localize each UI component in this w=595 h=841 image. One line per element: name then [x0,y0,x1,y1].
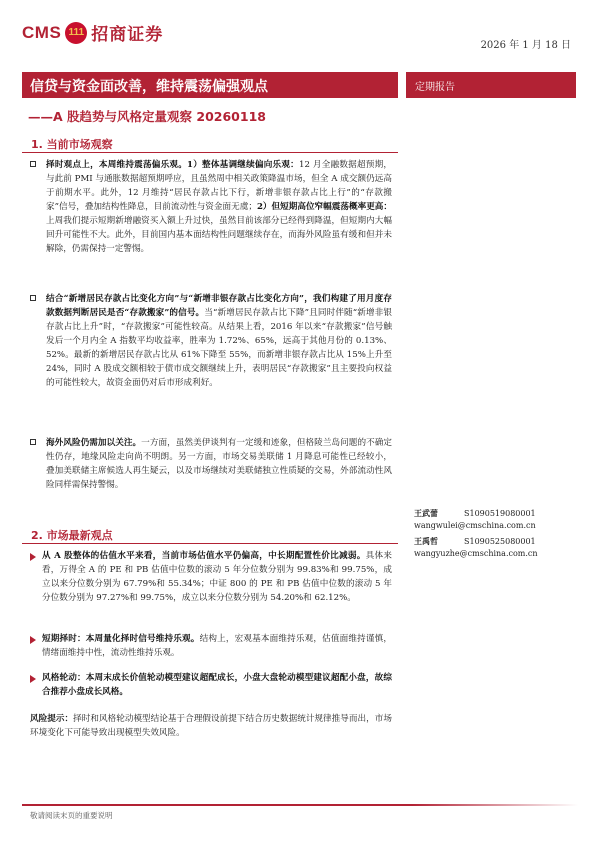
analyst-email[interactable]: wangwulei@cmschina.com.cn [414,521,536,530]
bullet-lead: 海外风险仍需加以关注。 [46,438,142,448]
bullet-lead: 结合“新增居民存款占比变化方向”与“新增非银存款占比变化方向”，我们构建了用月度存款数据判断居民是否“存款搬家”的信号。 [46,294,392,318]
report-date: 2026 年 1 月 18 日 [480,40,571,51]
bullet-body: 具体来看，万得全 A 的 PE 和 PB 估值中位数的滚动 5 年分位数分别为 99.83%和 99.75%，成立以来分位数分别为 67.79%和 55.34%；中证 800 的 PE 和 PB 估值中位数的滚动 5 年分位数分别为 97.27%和 99.75%，成立以来分位数分别为 54.20%和 62.12%。 [42,551,392,603]
bullet-body: 结构上，宏观基本面维持乐观，估值面维持谨慎，情绪面维持中性，流动性维持乐观。 [42,634,392,658]
logo-cms-text: CMS [22,22,62,42]
title-bar [22,72,398,98]
section1-bullet-2 [30,292,392,390]
bullet-lead: 从 A 股整体的估值水平来看，当前市场估值水平仍偏高，中长期配置性价比减弱。 [42,551,366,561]
bullet-body: 一方面，虽然美伊谈判有一定缓和迹象，但格陵兰岛问题的不确定性仍存，地缘风险走向尚不明朗。另一方面，市场交易美联储 1 月降息可能性已经较小，叠加美联储主席候选人再生疑云，以及市场继续对美联储独立性质疑的交易，外部流动性风险同样需保持警惕。 [46,438,392,490]
analyst-cert: S1090525080001 [464,537,536,546]
analyst-name: 王禹哲 [414,536,438,546]
bullet-lead: 择时观点上，本周维持震荡偏乐观。1）整体基调继续偏向乐观： [46,160,299,170]
checkbox-bullet-icon [30,295,36,301]
footer-divider [22,804,412,806]
section2-bullet-2 [30,632,392,660]
section2-bullet-1 [30,549,392,605]
bullet-lead: 短期择时：本周量化择时信号维持乐观。 [42,634,200,644]
bullet-lead: 风格轮动：本周末成长价值轮动模型建议超配成长，小盘大盘轮动模型建议超配小盘，故综合推荐小盘成长风格。 [42,673,392,697]
risk-warning [30,712,392,740]
logo-cn-text: 招商证券 [91,25,164,45]
report-subtitle: ——A 股趋势与风格定量观察 20260118 [28,109,266,124]
checkbox-bullet-icon [30,161,36,167]
checkbox-bullet-icon [30,439,36,445]
analyst-cert: S1090519080001 [464,509,536,518]
arrow-bullet-icon [30,636,36,644]
report-title: 信贷与资金面改善，维持震荡偏强观点 [30,79,268,95]
footer-divider-fade [412,804,578,806]
bullet-body: 12 月全融数据超预期，与此前 PMI 与通胀数据超预期呼应，且虽然周中相关政策降温市场，但全 A 成交额仍远高于前期水平。此外，12 月维持“居民存款占比下行，新增非银存款占比上行”的“存款搬家”信号，叠加结构性降息，目前流动性与资金面无虞； [46,160,392,212]
analyst-card [414,535,584,560]
bullet-body-2: 上周我们提示短期新增融资买入额上升过快，虽然目前该部分已经得到降温，但短期内大幅回升可能性不大。此外，目前国内基本面结构性问题继续存在，而海外风险虽有缓和但并未解除，仍需保持一定警惕。 [46,216,392,254]
logo-emblem-icon: 111 [65,22,87,44]
section1-bullet-3 [30,436,392,492]
footer-note: 敬请阅读末页的重要说明 [30,811,113,820]
analyst-email[interactable]: wangyuzhe@cmschina.com.cn [414,549,538,558]
risk-lead: 风险提示： [30,714,74,724]
arrow-bullet-icon [30,675,36,683]
analyst-card [414,507,584,532]
cms-logo [22,20,163,45]
risk-body: 择时和风格轮动模型结论基于合理假设前提下结合历史数据统计规律推导而出，市场环境变化下可能导致出现模型失效风险。 [30,714,392,738]
section-heading-1: 1. 当前市场观察 [22,136,398,153]
page-header [0,0,595,60]
bullet-lead-2: 2）但短期高位窄幅震荡概率更高： [256,202,392,212]
sidebar-label-bar [406,72,576,98]
report-type-label: 定期报告 [415,82,455,93]
bullet-body: 当“新增居民存款占比下降”且同时伴随“新增非银存款占比上升”时，“存款搬家”可能性较高。从结果上看，2016 年以来“存款搬家”信号触发后一个月内全 A 指数平均收益率，胜率为 1.72%、65%，远高于其他月份的 0.13%、52%。最新的新增居民存款占比从 61%下降至 55%，而新增非银存款占比从 15%上升至 24%，同时 A 股成交额相较于债市成交额继续上升，表明居民“存款搬家”且主要投向权益的可能性较大，故资金面仍对后市形成利好。 [46,308,392,388]
analyst-name: 王武蕾 [414,508,438,518]
section1-bullet-1 [30,158,392,256]
section-heading-2: 2. 市场最新观点 [22,527,398,544]
arrow-bullet-icon [30,553,36,561]
section2-bullet-3 [30,671,392,699]
